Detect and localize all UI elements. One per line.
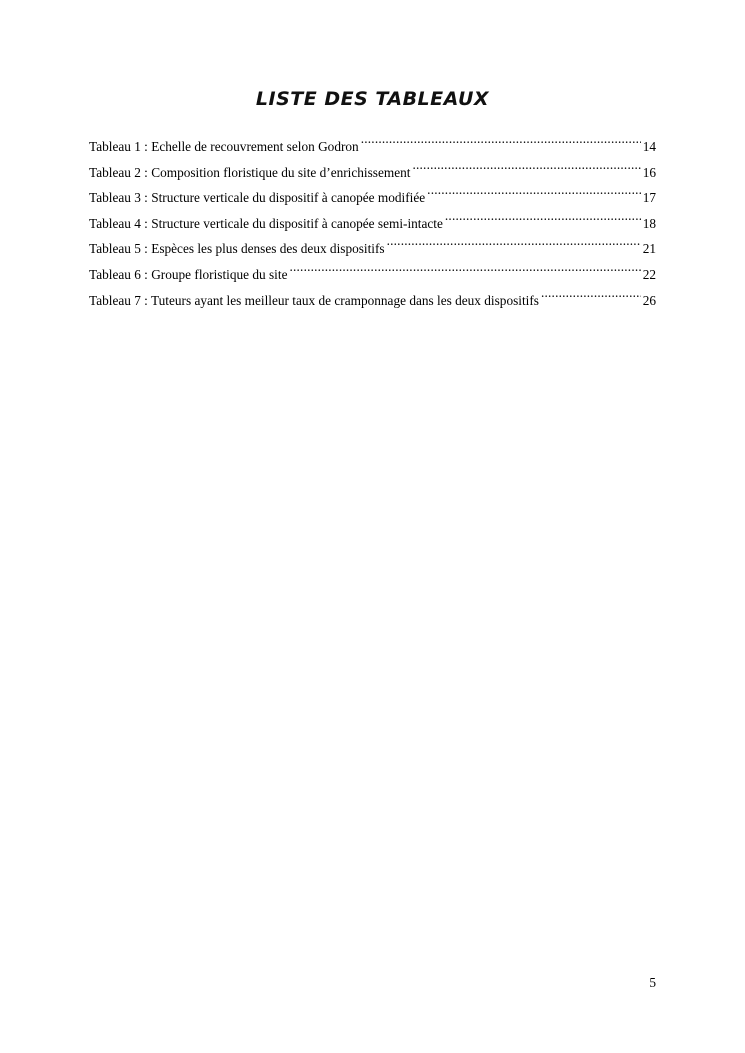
toc-entry-label: Tableau 4 : Structure verticale du dispositif à canopée semi-intacte (89, 215, 443, 231)
toc-entry (89, 184, 656, 210)
toc-entry (89, 235, 656, 261)
page-title: LISTE DES TABLEAUX (255, 88, 490, 110)
toc-entry-label: Tableau 3 : Structure verticale du dispositif à canopée modifiée (89, 190, 426, 206)
dot-leader (427, 184, 641, 202)
toc-entry-page: 16 (642, 164, 656, 180)
dot-leader (412, 159, 640, 177)
toc-entry-page: 22 (642, 266, 656, 282)
page-number: 5 (649, 975, 656, 990)
toc-entry-label: Tableau 6 : Groupe floristique du site (89, 266, 288, 282)
toc-entry-page: 17 (642, 190, 656, 206)
toc-entry-label: Tableau 5 : Espèces les plus denses des deux dispositifs (89, 241, 385, 257)
toc-entry (89, 133, 656, 159)
toc-entry (89, 261, 656, 287)
table-list (89, 133, 656, 312)
toc-entry (89, 210, 656, 236)
toc-entry (89, 159, 656, 185)
toc-entry-label: Tableau 1 : Echelle de recouvrement selon Godron (89, 139, 359, 154)
dot-leader (289, 261, 640, 279)
toc-entry-label: Tableau 2 : Composition floristique du site d’enrichissement (89, 164, 411, 180)
toc-entry-page: 18 (642, 215, 656, 231)
dot-leader (361, 133, 641, 151)
toc-entry-page: 21 (642, 241, 656, 257)
dot-leader (445, 210, 641, 228)
dot-leader (541, 287, 641, 305)
toc-entry (89, 287, 656, 313)
toc-entry-page: 14 (642, 139, 656, 154)
toc-entry-label: Tableau 7 : Tuteurs ayant les meilleur taux de cramponnage dans les deux dispositifs (89, 292, 539, 308)
toc-entry-page: 26 (642, 292, 656, 308)
dot-leader (387, 235, 641, 253)
